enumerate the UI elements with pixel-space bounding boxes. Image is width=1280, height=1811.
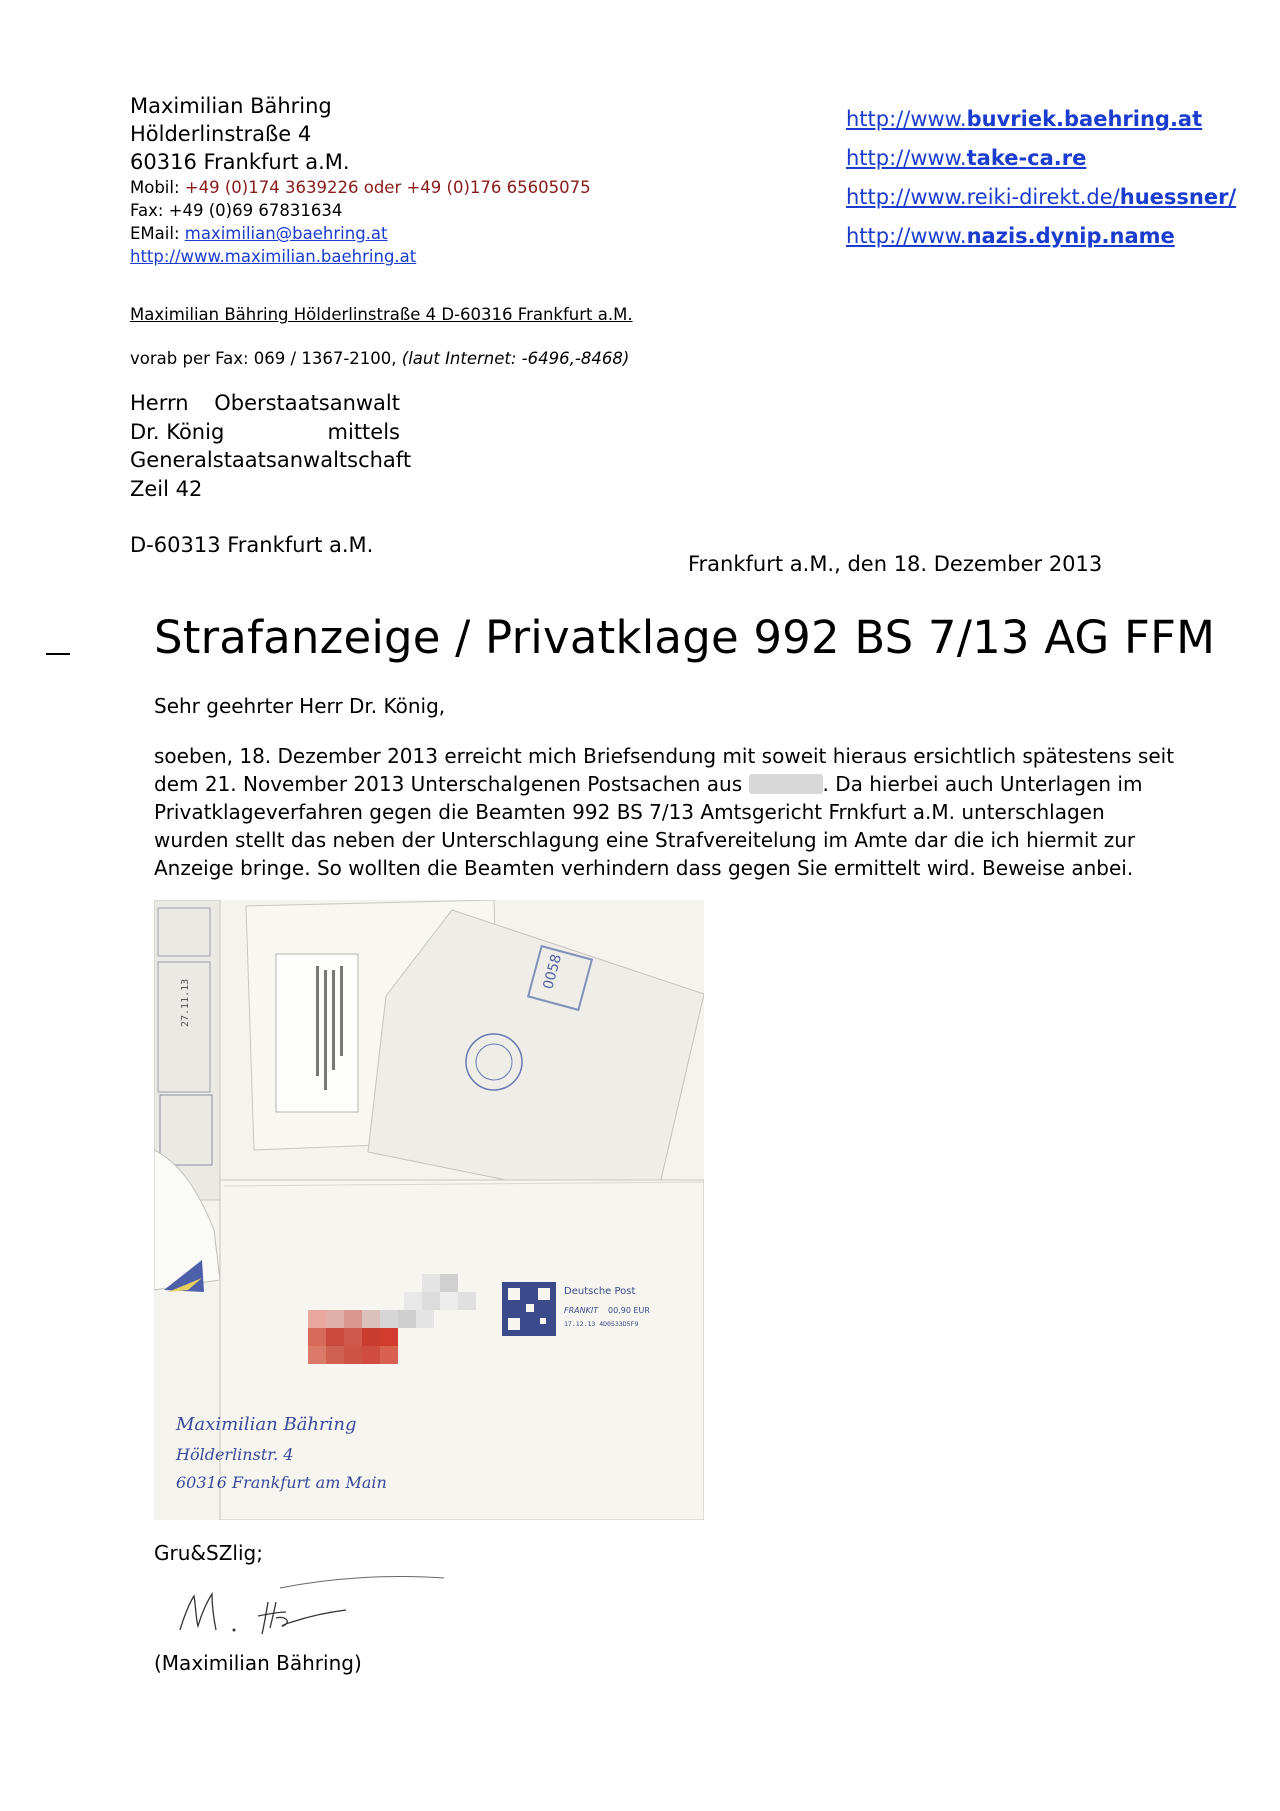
letter-salutation: Sehr geehrter Herr Dr. König, [154,694,446,718]
handwritten-name: Maximilian Bähring [176,1414,357,1435]
sender-block [130,92,591,268]
recipient-via: mittels [327,419,400,444]
recipient-name: Dr. König [130,419,225,444]
envelope-photo-drawing [154,900,704,1520]
recipient-salutation: Herrn [130,391,189,415]
link-list [846,100,1236,256]
recipient-office: Generalstaatsanwaltschaft [130,448,412,472]
body-part-1: soeben, 18. Dezember 2013 erreicht mich Briefsendung mit soweit hieraus ersichtlich spätestens seit dem 21. November 2013 Unterschalgenen Postsachen aus [154,744,1175,796]
fax-advance-line [130,349,629,368]
letter-body [154,742,1184,882]
link-take-care[interactable]: http://www.take-ca.re [846,146,1087,170]
mobile-or: oder [363,178,402,197]
envelope-photo [154,900,704,1520]
letter-date: Frankfurt a.M., den 18. Dezember 2013 [688,552,1103,576]
fax-number: +49 (0)69 67831634 [168,201,343,220]
frankit-text: FRANKIT [564,1306,599,1315]
postmark-date-text: 27.11.13 [180,978,191,1027]
mobile-label: Mobil: [130,178,180,197]
letter-subject: Strafanzeige / Privatklage 992 BS 7/13 AG FFM [154,611,1216,664]
link-reiki[interactable]: http://www.reiki-direkt.de/huessner/ [846,185,1237,209]
postage-stamp-text: 0058 [540,952,566,992]
website-link[interactable]: http://www.maximilian.baehring.at [130,247,417,266]
sender-street: Hölderlinstraße 4 [130,122,312,146]
mobile-number-2: +49 (0)176 65605075 [406,178,591,197]
email-link[interactable]: maximilian@baehring.at [184,224,388,243]
fold-mark [46,653,70,655]
body-part-2: . Da hierbei auch Unterlagen im Privatklageverfahren gegen die Beamten 992 BS 7/13 Amtsgericht Frnkfurt a.M. unterschlagen wurden stellt das neben der Unterschlagung eine Strafvereitelung im Amte dar die ich hiermit zur Anzeige bringe. So wollten die Beamten verhindern dass gegen Sie ermittelt wird. Beweise anbei. [154,772,1143,880]
recipient-city: D-60313 Frankfurt a.M. [130,533,374,557]
fax-label: Fax: [130,201,164,220]
sender-mobile [130,176,591,199]
sender-website [130,245,591,268]
link-nazis[interactable]: http://www.nazis.dynip.name [846,224,1175,248]
fax-advance-text: vorab per Fax: 069 / 1367-2100, [130,349,402,368]
return-address: Maximilian Bähring Hölderlinstraße 4 D-60316 Frankfurt a.M. [130,305,633,324]
amount-text: 00,90 EUR [608,1306,650,1315]
deutsche-post-text: Deutsche Post [564,1286,636,1297]
sender-fax [130,199,591,222]
sender-city: 60316 Frankfurt a.M. [130,150,350,174]
recipient-street: Zeil 42 [130,476,203,501]
franking-code-text: 17.12.13 4D0533D5F9 [564,1320,639,1328]
handwritten-signature [160,1572,450,1642]
redaction-mark [749,774,823,794]
email-label: EMail: [130,224,180,243]
sender-email [130,222,591,245]
recipient-block [130,389,412,503]
sender-name: Maximilian Bähring [130,94,332,118]
qr-franking-mark [502,1282,556,1336]
fax-advance-note: (laut Internet: -6496,-8468) [401,349,630,368]
handwritten-city: 60316 Frankfurt am Main [176,1473,387,1492]
letter-closing: Gru&SZlig; [154,1541,263,1565]
recipient-title: Oberstaatsanwalt [214,391,400,415]
mobile-number-1: +49 (0)174 3639226 [184,178,359,197]
link-buvriek[interactable]: http://www.buvriek.baehring.at [846,107,1203,131]
handwritten-street: Hölderlinstr. 4 [176,1445,294,1464]
signed-name: (Maximilian Bähring) [154,1651,362,1675]
